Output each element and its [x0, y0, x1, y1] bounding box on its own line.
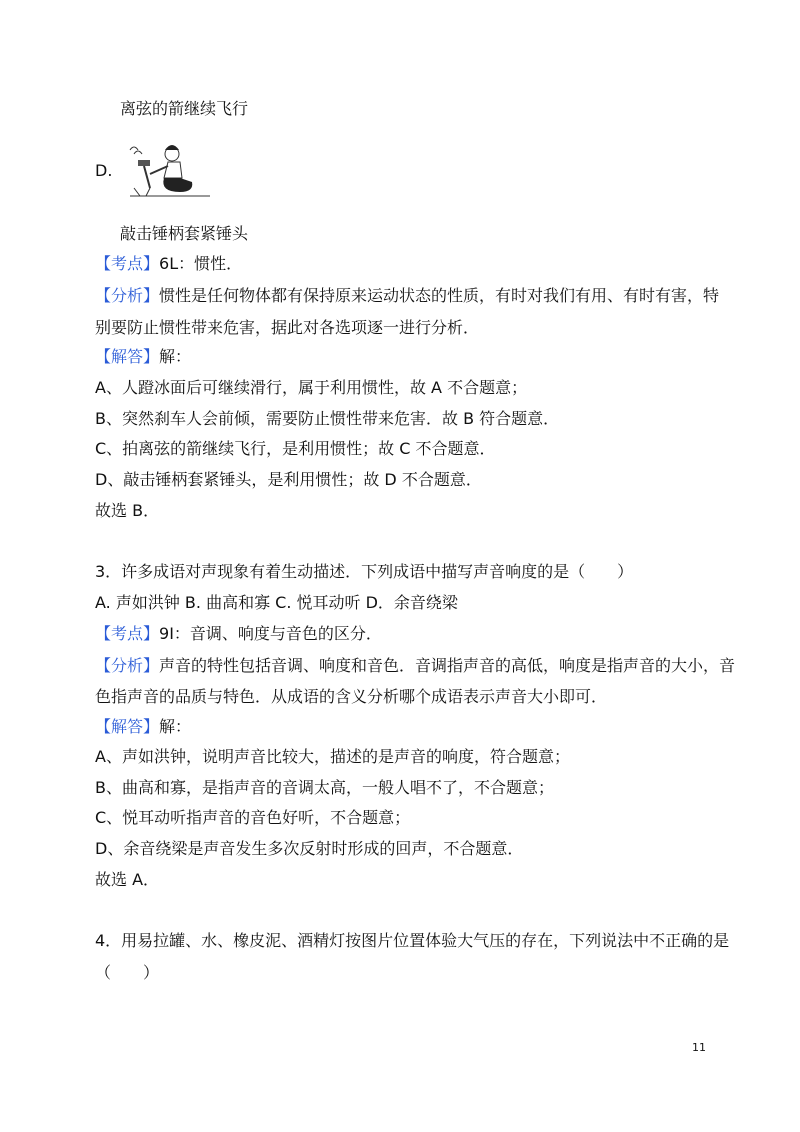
- answer-line: B、曲高和寡，是指声音的音调太高，一般人唱不了，不合题意；: [95, 778, 554, 797]
- fenxi-line2: 色指声音的品质与特色．从成语的含义分析哪个成语表示声音大小即可．: [95, 687, 608, 706]
- answer-line: C、悦耳动听指声音的音色好听，不合题意；: [95, 808, 411, 827]
- fenxi-line1: 惯性是任何物体都有保持原来运动状态的性质，有时对我们有用、有时有害，特: [159, 286, 720, 305]
- answer-line: D、敲击锤柄套紧锤头，是利用惯性；故 D 不合题意．: [95, 470, 482, 489]
- kaodian-tag: 【考点】: [95, 254, 160, 273]
- kaodian-row: [95, 623, 382, 645]
- fenxi-line1: 声音的特性包括音调、响度和音色．音调指声音的高低，响度是指声音的大小，音: [159, 656, 736, 675]
- fenxi-row: [95, 285, 719, 307]
- q4-stem-line2: （ ）: [95, 963, 160, 982]
- fenxi-tag: 【分析】: [95, 286, 160, 305]
- q4-stem-line1: 4．用易拉罐、水、橡皮泥、酒精灯按图片位置体验大气压的存在，下列说法中不正确的是: [95, 931, 730, 950]
- q3-options: A. 声如洪钟 B. 曲高和寡 C. 悦耳动听 D．余音绕梁: [95, 593, 458, 612]
- fenxi-line2: 别要防止惯性带来危害，据此对各选项逐一进行分析．: [95, 318, 480, 337]
- kaodian-row: [95, 253, 242, 275]
- kaodian-tag: 【考点】: [95, 624, 160, 643]
- hammer-illustration: [120, 140, 220, 202]
- jieda-row: [95, 716, 191, 738]
- answer-line: C、拍离弦的箭继续飞行，是利用惯性；故 C 不合题意．: [95, 439, 496, 458]
- conclusion: 故选 B．: [95, 501, 160, 520]
- fenxi-row: [95, 655, 735, 677]
- answer-line: A、声如洪钟，说明声音比较大，描述的是声音的响度，符合题意；: [95, 747, 570, 766]
- conclusion: 故选 A．: [95, 870, 160, 889]
- fenxi-tag: 【分析】: [95, 656, 160, 675]
- jieda-text: 解：: [159, 347, 192, 366]
- option-c-caption: 离弦的箭继续飞行: [120, 99, 249, 118]
- answer-line: D、余音绕梁是声音发生多次反射时形成的回声，不合题意．: [95, 839, 524, 858]
- page-number: 11: [692, 1041, 706, 1054]
- q3-stem: 3．许多成语对声现象有着生动描述．下列成语中描写声音响度的是（ ）: [95, 562, 634, 581]
- option-d-caption: 敲击锤柄套紧锤头: [120, 224, 249, 243]
- option-d-label: D.: [95, 161, 113, 180]
- jieda-tag: 【解答】: [95, 717, 160, 736]
- kaodian-text: 9I：音调、响度与音色的区分．: [159, 624, 382, 643]
- kaodian-text: 6L：惯性．: [159, 254, 243, 273]
- jieda-row: [95, 346, 191, 368]
- jieda-tag: 【解答】: [95, 347, 160, 366]
- answer-line: A、人蹬冰面后可继续滑行，属于利用惯性，故 A 不合题意；: [95, 378, 528, 397]
- jieda-text: 解：: [159, 717, 192, 736]
- answer-line: B、突然刹车人会前倾，需要防止惯性带来危害．故 B 符合题意．: [95, 409, 560, 428]
